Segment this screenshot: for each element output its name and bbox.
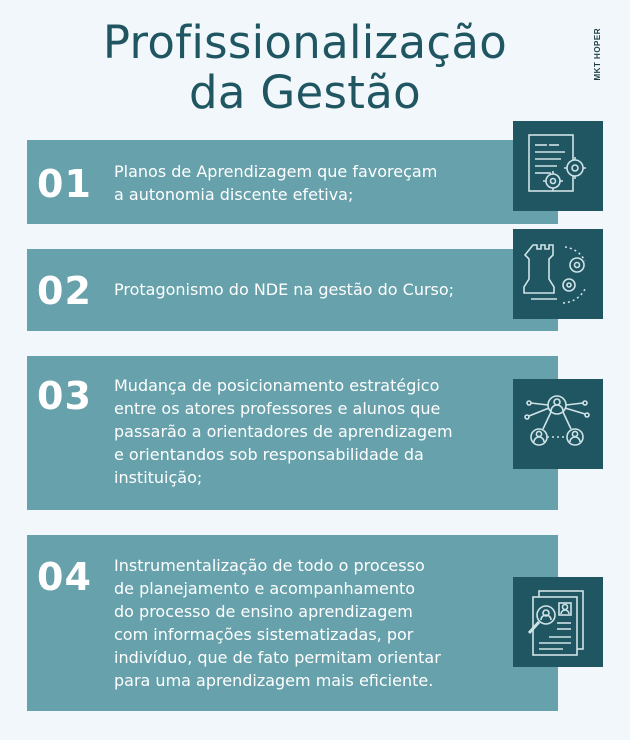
item-text-line: passarão a orientadores de aprendizagem <box>114 422 453 441</box>
item-card-02 <box>27 249 558 331</box>
page-title <box>0 18 610 118</box>
item-text-line: para uma aprendizagem mais eficiente. <box>114 671 434 690</box>
item-text-line: de planejamento e acompanhamento <box>114 579 416 598</box>
item-card-04 <box>27 535 558 711</box>
item-text-line: a autonomia discente efetiva; <box>114 185 354 204</box>
title-line-1: Profissionalização <box>102 16 508 69</box>
item-text-line: com informações sistematizadas, por <box>114 625 414 644</box>
item-text-line: indivíduo, que de fato permitam orientar <box>114 648 441 667</box>
profile-search-icon <box>513 577 603 667</box>
item-text-line: Planos de Aprendizagem que favoreçam <box>114 162 438 181</box>
item-text <box>114 374 453 489</box>
people-network-icon <box>513 379 603 469</box>
item-number: 03 <box>37 374 92 418</box>
item-text-line: e orientandos sob responsabilidade da <box>114 445 424 464</box>
item-text-line: Instrumentalização de todo o processo <box>114 556 425 575</box>
item-text <box>114 278 454 301</box>
item-text <box>114 160 437 206</box>
item-card-03 <box>27 356 558 510</box>
item-text-line: entre os atores professores e alunos que <box>114 399 441 418</box>
item-text-line: Mudança de posicionamento estratégico <box>114 376 440 395</box>
chess-rook-gears-icon <box>513 229 603 319</box>
item-text <box>114 554 441 692</box>
document-gears-icon <box>513 121 603 211</box>
item-text-line: instituição; <box>114 468 203 487</box>
title-line-2: da Gestão <box>189 66 421 119</box>
item-text-line: Protagonismo do NDE na gestão do Curso; <box>114 280 455 299</box>
brand-label: MKT HOPER <box>593 28 602 81</box>
item-number: 02 <box>37 269 92 313</box>
item-card-01 <box>27 140 558 224</box>
item-text-line: do processo de ensino aprendizagem <box>114 602 413 621</box>
item-number: 04 <box>37 555 92 599</box>
item-number: 01 <box>37 162 92 206</box>
